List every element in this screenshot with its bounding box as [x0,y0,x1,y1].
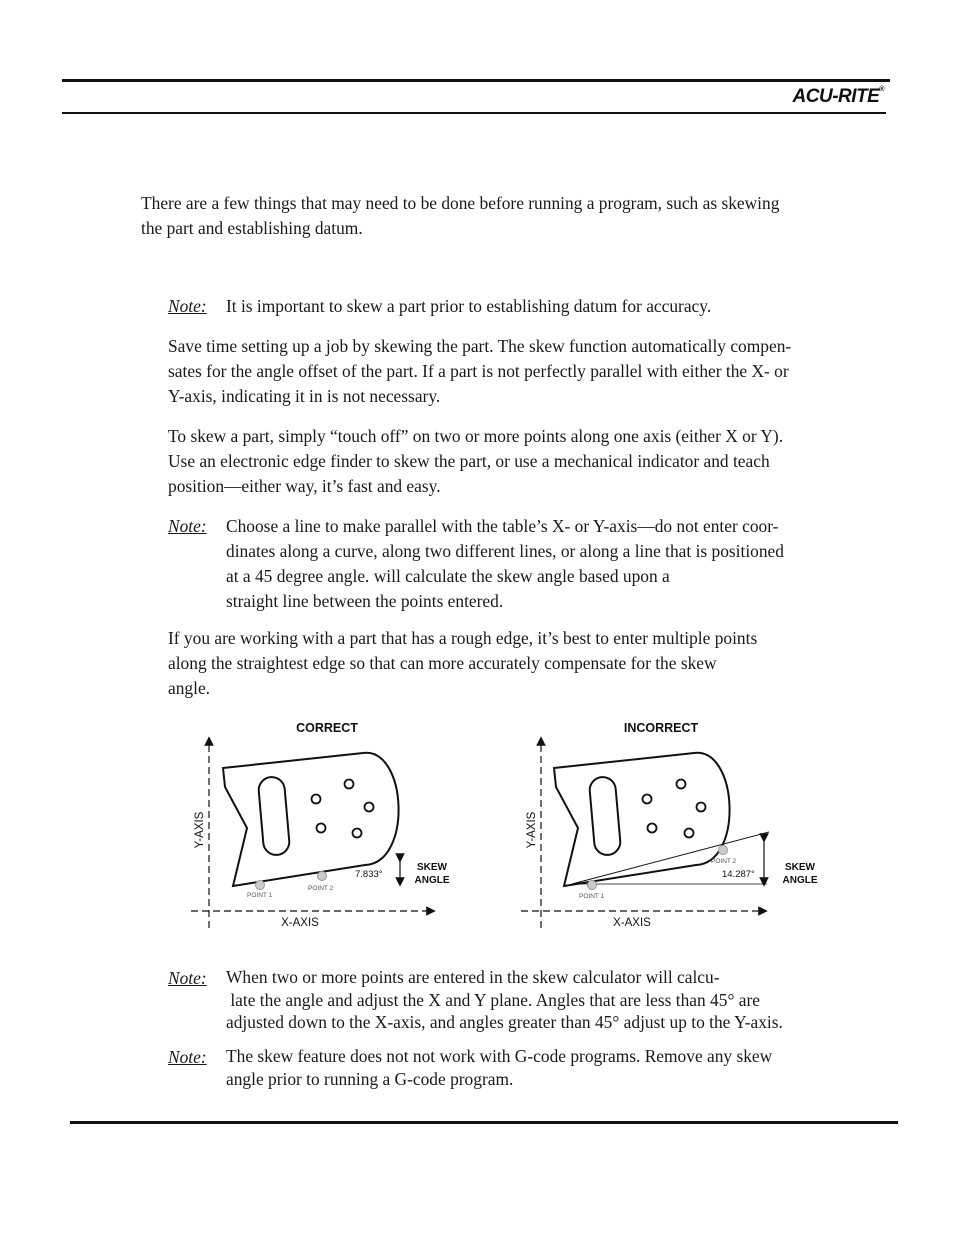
text-line: The skew feature does not not work with G-code programs. Remove any skew [226,1046,773,1066]
text-line: Y-axis, indicating it in is not necessary. [168,386,441,406]
registered-mark: ® [879,85,884,93]
header-bottom-rule [62,112,886,114]
text-line: the part and establishing datum. [141,218,363,238]
text-line: along the straightest edge so that can more accurately compensate for the skew [168,653,717,673]
point-1-label: POINT 1 [579,893,605,900]
x-axis-label: X-AXIS [613,917,651,929]
skew-label: SKEW [417,862,447,873]
point-2-label: POINT 2 [308,885,334,892]
text-line: dinates along a curve, along two different lines, or along a line that is positioned [226,541,784,561]
text-line: adjusted down to the X-axis, and angles greater than 45° adjust up to the Y-axis. [226,1012,783,1032]
header-top-rule [62,79,890,82]
note-label: Note: [168,296,207,316]
note-line-selection [226,514,784,614]
text-line: It is important to skew a part prior to establishing datum for accuracy. [226,296,712,316]
acu-rite-logo [793,86,884,108]
point-2-marker [318,872,327,881]
note-label: Note: [168,968,207,988]
angle-label: ANGLE [414,875,450,886]
footer-rule [70,1121,898,1124]
logo-text: ACU-RITE [792,86,880,107]
skew-label: SKEW [785,862,815,873]
y-axis-label: Y-AXIS [194,811,206,849]
text-line: There are a few things that may need to be done before running a program, such as skewing [141,193,780,213]
skew-diagram-correct [185,715,475,940]
text-line: Use an electronic edge finder to skew the part, or use a mechanical indicator and teach [168,451,770,471]
note-gcode [226,1045,772,1091]
skew-diagram-incorrect [517,715,837,940]
angle-value: 14.287° [722,869,755,880]
note-accuracy [226,294,711,319]
text-line: position—either way, it’s fast and easy. [168,476,441,496]
text-line: straight line between the points entered. [226,591,504,611]
text-line: late the angle and adjust the X and Y plane. Angles that are less than 45° are [226,989,760,1010]
skew-procedure-paragraph [168,424,783,499]
rough-edge-paragraph [168,626,757,701]
point-1-marker [588,881,597,890]
text-line: To skew a part, simply “touch off” on two or more points along one axis (either X or Y). [168,426,784,446]
figure-title: CORRECT [296,721,358,735]
point-2-label: POINT 2 [711,858,737,865]
note-skew-calculator [226,966,783,1034]
y-axis-label: Y-AXIS [526,811,538,849]
intro-paragraph [141,191,779,241]
text-line: Save time setting up a job by skewing the part. The skew function automatically compen- [168,336,792,356]
text-line: If you are working with a part that has a rough edge, it’s best to enter multiple points [168,628,758,648]
text-line: angle. [168,678,211,698]
text-line: sates for the angle offset of the part. If a part is not perfectly parallel with either the X- or [168,361,789,381]
x-axis-label: X-AXIS [281,917,319,929]
point-1-label: POINT 1 [247,892,273,899]
angle-value: 7.833° [355,869,383,880]
text-line: angle prior to running a G-code program. [226,1069,514,1089]
text-line: Choose a line to make parallel with the table’s X- or Y-axis—do not enter coor- [226,516,779,536]
figure-title: INCORRECT [623,721,699,735]
text-line: at a 45 degree angle. will calculate the skew angle based upon a [226,566,670,586]
point-2-marker [719,846,728,855]
note-label: Note: [168,516,207,536]
part-outline [223,753,399,886]
angle-label: ANGLE [782,875,818,886]
skew-benefit-paragraph [168,334,791,409]
point-1-marker [256,881,265,890]
note-label: Note: [168,1047,207,1067]
text-line: When two or more points are entered in the skew calculator will calcu- [226,967,720,987]
